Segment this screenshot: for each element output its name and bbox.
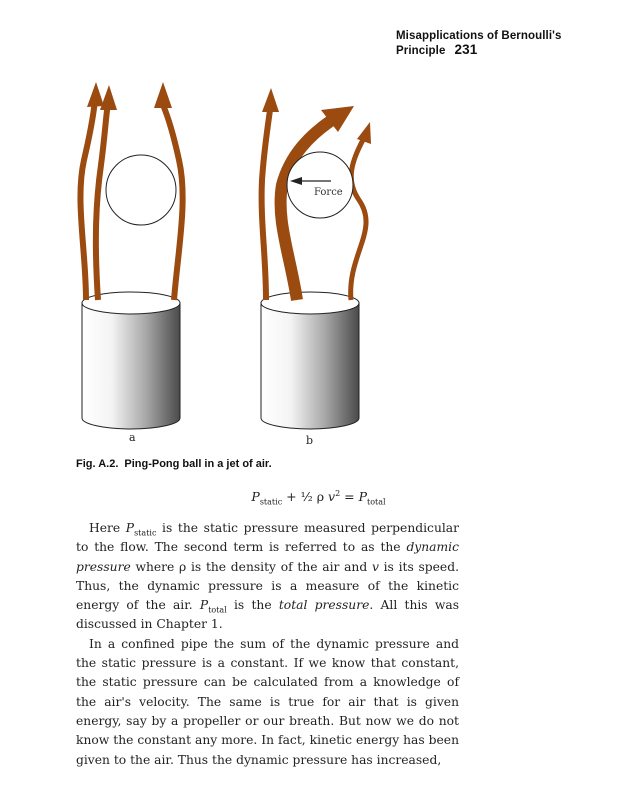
airflow-a-heads xyxy=(87,82,172,110)
caption-title: Ping-Pong ball in a jet of air. xyxy=(124,458,272,470)
cylinder-b xyxy=(261,292,359,429)
page-number: 231 xyxy=(454,42,478,57)
figure-caption xyxy=(76,458,272,470)
force-label: Force xyxy=(314,187,343,198)
ping-pong-ball-b xyxy=(287,152,353,218)
body-text xyxy=(76,519,459,770)
arrowhead-a-right xyxy=(154,82,172,108)
airflow-arrow-a-middle xyxy=(96,103,108,300)
arrowhead-a-middle xyxy=(100,85,117,110)
bernoulli-equation: $P_{static}$ + ½ ρ $v^2 = P_{total}$ xyxy=(251,489,386,507)
running-title: Misapplications of Bernoulli's Principle xyxy=(396,30,562,57)
arrowhead-b-right xyxy=(357,122,371,144)
airflow-arrow-a-left xyxy=(80,100,95,300)
cylinder-a xyxy=(82,292,180,429)
airflow-arrow-b-left xyxy=(262,110,270,300)
airflow-arrow-b-right xyxy=(351,138,366,300)
paragraph-2: In a confined pipe the sum of the dynamic pressure and the static pressure is a constant. If we know that constant, the static pressure can be calculated from a knowledge of the air's velocity. The same is true for air that is given energy, say by a propeller or our breath. But now we do not know the constant any more. In fact, kinetic energy has been given to the air. Thus the dynamic pressure has increased, xyxy=(76,636,459,767)
arrowhead-b-left xyxy=(262,88,279,112)
ping-pong-ball-a xyxy=(106,155,176,225)
arrowhead-a-left xyxy=(87,82,104,107)
label-b: b xyxy=(306,434,314,447)
paragraph-1: Here $P_{static}$ is the static pressure measured perpendicular to the flow. The second term is referred to as the dynamic pressure where ρ is the density of the air and v is its speed. Thus, the dynamic pressure is a measure of the kinetic energy of the air. $P_{total}$ is the total pressure. All this was discussed in Chapter 1. xyxy=(76,521,460,632)
caption-number: Fig. A.2. xyxy=(76,458,119,470)
label-a: a xyxy=(129,431,136,444)
